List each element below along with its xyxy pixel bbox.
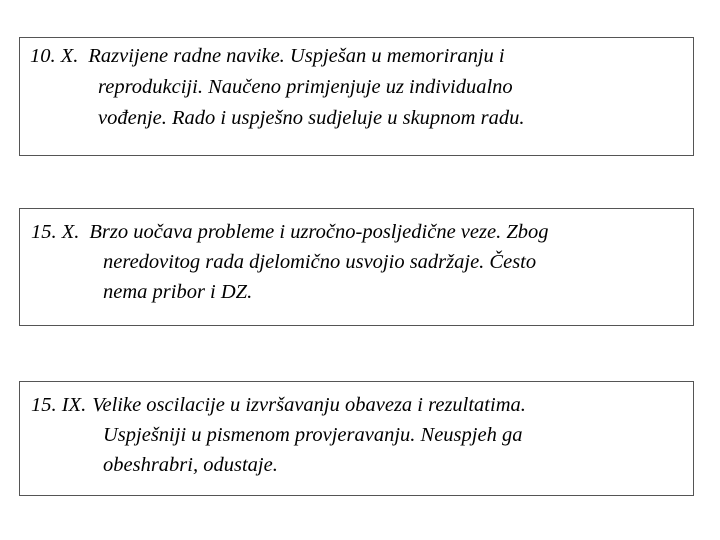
note-text-3 bbox=[20, 382, 693, 480]
note-date: 15. IX. bbox=[31, 394, 87, 416]
note-box-3 bbox=[19, 381, 694, 496]
note-date: 15. X. bbox=[31, 221, 80, 243]
note-line: neredovitog rada djelomično usvojio sadržaje. Često bbox=[103, 251, 537, 273]
note-line: 15. IX. Velike oscilacije u izvršavanju obaveza i rezultatima. bbox=[31, 394, 526, 416]
note-date: 10. X. bbox=[30, 45, 79, 67]
note-box-1 bbox=[19, 37, 694, 156]
note-line: 15. X. Brzo uočava probleme i uzročno-posljedične veze. Zbog bbox=[31, 221, 549, 243]
note-line: reprodukciji. Naučeno primjenjuje uz individualno bbox=[98, 76, 513, 98]
note-text-2 bbox=[20, 209, 693, 307]
note-line: 10. X. Razvijene radne navike. Uspješan u memoriranju i bbox=[30, 45, 505, 67]
note-line: obeshrabri, odustaje. bbox=[103, 454, 278, 476]
note-line: nema pribor i DZ. bbox=[103, 281, 253, 303]
note-line: Uspješniji u pismenom provjeravanju. Neuspjeh ga bbox=[103, 424, 523, 446]
note-line: vođenje. Rado i uspješno sudjeluje u skupnom radu. bbox=[98, 107, 525, 129]
note-box-2 bbox=[19, 208, 694, 326]
note-text-1 bbox=[20, 38, 693, 134]
